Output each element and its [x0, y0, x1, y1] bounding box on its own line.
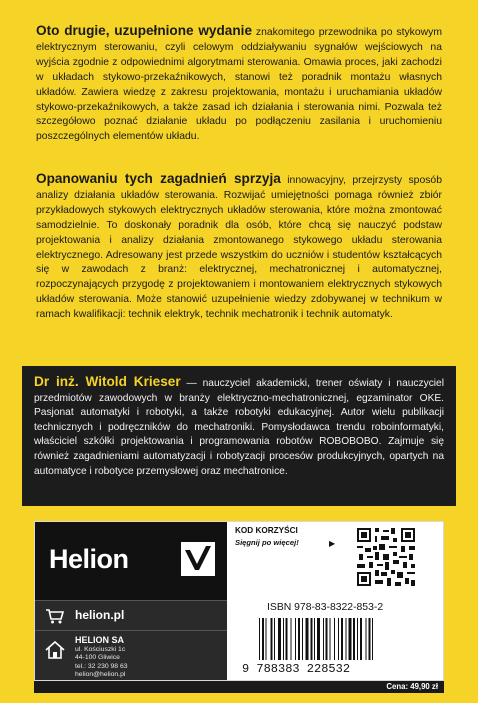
paragraph-1-text: znakomitego przewodnika po stykowym elektrycznym sterowaniu, czyli celowym oddziaływaniu sygnałów wejściowych na wyjścia zgodnie z odpowiednimi algorytmami sterowania. Omawia proces, jaki zachodzi w układach stykowo-przekaźnikowych, stanowi też poradnik montażu własnych układów. Zawiera wiedzę z zakresu projektowania, montażu i uruchamiania układów stykowo-przekaźnikowych, a także zasad ich działania i sterowania nimi. Pozwala też szczegółowo poznać działanie układu po podłączeniu zasilania i uruchomieniu poszczególnych elementów układu.: [36, 27, 442, 143]
publisher-company: HELION SA: [75, 635, 125, 645]
paragraph-1-lead: Oto drugie, uzupełnione wydanie: [36, 23, 252, 38]
barcode-icon: [257, 618, 437, 660]
kod-korzysci-box: [235, 526, 345, 566]
address-line: tel.: 32 230 98 63: [75, 662, 128, 670]
publisher-logo-area: [35, 522, 227, 600]
barcode-digits: 9 788383 228532: [242, 662, 351, 676]
price-label: Cena: 49,90 zł: [386, 682, 438, 691]
publisher-url[interactable]: helion.pl: [75, 608, 125, 622]
publisher-logo-text: Helion: [49, 544, 129, 574]
kod-title: KOD KORZYŚCI: [235, 526, 298, 535]
house-icon: [44, 640, 66, 660]
shopping-cart-icon: [45, 608, 65, 624]
description-paragraph-2: [36, 172, 442, 323]
author-name: Dr inż. Witold Krieser: [34, 374, 181, 389]
publisher-url-row[interactable]: [35, 600, 227, 630]
author-box: [22, 366, 456, 506]
address-line: helion@helion.pl: [75, 671, 126, 679]
author-bio: — nauczyciel akademicki, trener oświaty i nauczyciel przedmiotów zawodowych w branży elektryczno-mechatronicznej, egzaminator OKE. Pasjonat automatyki i robotyki, a także robotyki edukacyjnej. Autor wielu publikacji technicznych i podręczników do mechatroniki. Pomysłodawca trendu roboinformatyki, właściciel szkółki projektowania i programowania robotów ROBOBOBO. Zajmuje się również zagadnieniami automatyzacji i robotyzacji procesów produkcyjnych, opartych na automatyce i robotyce przemysłowej oraz mechatronice.: [34, 378, 444, 477]
arrow-right-icon: ▶: [329, 539, 336, 548]
paragraph-2-text: innowacyjny, przejrzysty sposób analizy działania układów sterowania. Rozwijać umiejętności pomaga również zbiór przykładowych stykowych elektrycznych układów sterowania, które można zmontować samodzielnie. To doskonały poradnik dla osób, które chcą się nauczyć podstaw projektowania i analizy działania zmontowanego stykowego układu sterowania elektrycznego. Adresowany jest przede wszystkim do uczniów i studentów kształcących się w zawodach z branż: elektrycznej, mechatronicznej i automatycznej, rozpoczynających przygodę z projektowaniem i montowaniem elektrycznych stykowych układów sterowania. Może stanowić uzupełnienie wiedzy zdobywanej w technikum w ramach kwalifikacji: technik elektryk, technik mechatronik i technik automatyk.: [36, 175, 442, 321]
kod-subtitle: Sięgnij po więcej!: [235, 538, 299, 547]
price-bar: [34, 681, 444, 693]
back-cover-info-panel: [34, 521, 444, 681]
qr-code-icon[interactable]: [355, 526, 417, 588]
address-line: 44-100 Gliwice: [75, 654, 120, 662]
publisher-address: [75, 635, 128, 680]
address-line: ul. Kościuszki 1c: [75, 646, 126, 653]
publisher-column: [35, 522, 227, 680]
helion-logo-mark-icon: [181, 542, 215, 576]
description-paragraph-1: [36, 24, 442, 145]
isbn-number: ISBN 978-83-8322-853-2: [267, 602, 384, 613]
publisher-address-row: [35, 630, 227, 680]
paragraph-2-lead: Opanowaniu tych zagadnień sprzyja: [36, 171, 281, 186]
